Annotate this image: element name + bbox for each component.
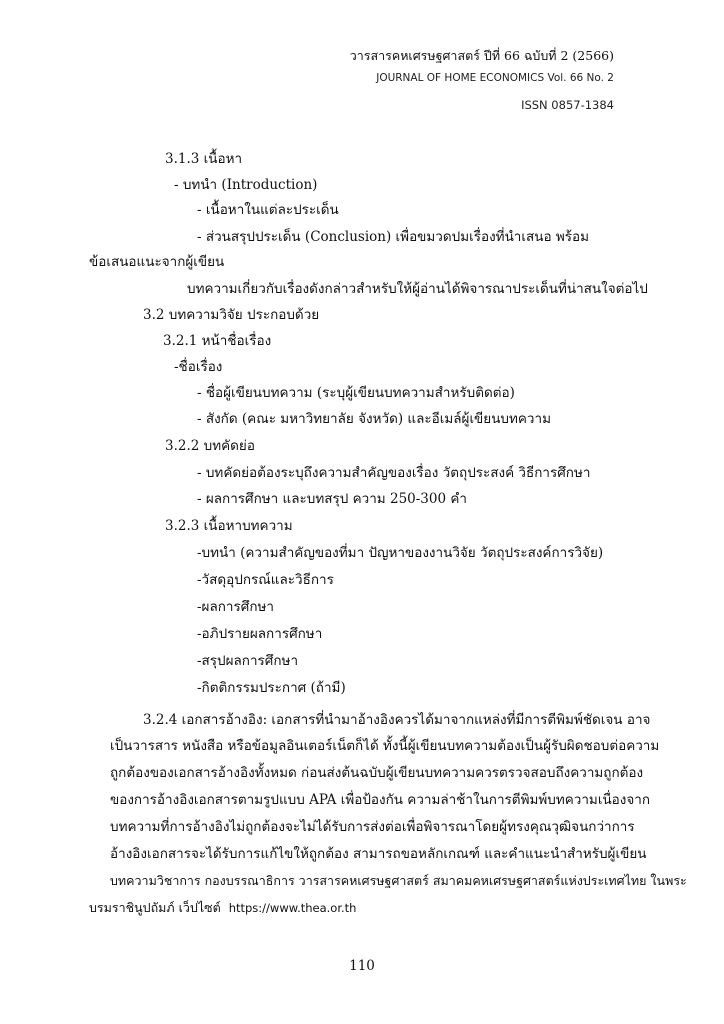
list-item-discussion: -อภิปรายผลการศึกษา [197, 626, 323, 642]
list-item-intro: -บทนำ (ความสำคัญของที่มา ปัญหาของงานวิจัย วัตถุประสงค์การวิจัย) [197, 545, 604, 561]
heading-3-2-3: 3.2.3 เนื้อหาบทความ [165, 518, 293, 534]
list-item-conclusion-cont: ข้อเสนอแนะจากผู้เขียน [89, 254, 225, 270]
list-item-results-length: - ผลการศึกษา และบทสรุป ความ 250-300 คำ [197, 491, 467, 507]
list-item-conclusion: - ส่วนสรุปประเด็น (Conclusion) เพื่อขมวดปมเรื่องที่นำเสนอ พร้อม [197, 229, 590, 245]
list-item-summary: -สรุปผลการศึกษา [197, 653, 299, 669]
paragraph-line: 3.2.4 เอกสารอ้างอิง: เอกสารที่นำมาอ้างอิงควรได้มาจากแหล่งที่มีการตีพิมพ์ชัดเจน อาจ [143, 712, 651, 728]
heading-3-1-3: 3.1.3 เนื้อหา [165, 151, 243, 167]
list-item-content: - เนื้อหาในแต่ละประเด็น [197, 202, 339, 218]
paragraph-line: เป็นวารสาร หนังสือ หรือข้อมูลอินเตอร์เน็ตก็ได้ ทั้งนี้ผู้เขียนบทความต้องเป็นผู้รับผิดชอบต่อความ [110, 738, 660, 754]
list-item-materials: -วัสดุอุปกรณ์และวิธีการ [197, 572, 334, 588]
paragraph-line: อ้างอิงเอกสารจะได้รับการแก้ไขให้ถูกต้อง สามารถขอหลักเกณฑ์ และคำแนะนำสำหรับผู้เขียน [110, 846, 647, 862]
issn-number: ISSN 0857-1384 [521, 98, 614, 112]
heading-3-2-1: 3.2.1 หน้าชื่อเรื่อง [163, 333, 272, 349]
list-item-affiliation: - สังกัด (คณะ มหาวิทยาลัย จังหวัด) และอีเมล์ผู้เขียนบทความ [197, 411, 551, 427]
list-item-introduction: - บทนำ (Introduction) [174, 177, 318, 193]
list-item-abstract: - บทคัดย่อต้องระบุถึงความสำคัญของเรื่อง วัตถุประสงค์ วิธีการศึกษา [197, 465, 591, 481]
list-item-title: -ชื่อเรื่อง [174, 359, 223, 375]
list-item-results: -ผลการศึกษา [197, 599, 274, 615]
paragraph-line: ของการอ้างอิงเอกสารตามรูปแบบ APA เพื่อป้องกัน ความล่าช้าในการตีพิมพ์บทความเนื่องจาก [110, 792, 651, 808]
list-item-author: - ชื่อผู้เขียนบทความ (ระบุผู้เขียนบทความสำหรับติดต่อ) [197, 385, 515, 401]
journal-title-english: JOURNAL OF HOME ECONOMICS Vol. 66 No. 2 [376, 72, 614, 84]
paragraph-line: ถูกต้องของเอกสารอ้างอิงทั้งหมด ก่อนส่งต้นฉบับผู้เขียนบทความควรตรวจสอบถึงความถูกต้อง [110, 765, 644, 781]
page-number: 110 [349, 958, 375, 974]
website-link[interactable]: https://www.thea.or.th [228, 901, 357, 915]
paragraph-line: บทความที่การอ้างอิงไม่ถูกต้องจะไม่ได้รับการส่งต่อเพื่อพิจารณาโดยผู้ทรงคุณวุฒิจนกว่าการ [110, 819, 635, 835]
journal-title-thai: วารสารคหเศรษฐศาสตร์ ปีที่ 66 ฉบับที่ 2 (2566) [349, 48, 614, 63]
heading-3-2: 3.2 บทความวิจัย ประกอบด้วย [143, 307, 320, 323]
list-item-acknowledgement: -กิตติกรรมประกาศ (ถ้ามี) [197, 680, 346, 696]
website-label: บรมราชินูปถัมภ์ เว็ปไซต์ [89, 900, 221, 915]
body-text-line: บทความเกี่ยวกับเรื่องดังกล่าวสำหรับให้ผู้อ่านได้พิจารณาประเด็นที่น่าสนใจต่อไป [187, 281, 648, 297]
paragraph-last-line [89, 899, 356, 917]
paragraph-line: บทความวิชาการ กองบรรณาธิการ วารสารคหเศรษฐศาสตร์ สมาคมคหเศรษฐศาสตร์แห่งประเทศไทย ในพระ [110, 873, 687, 888]
heading-3-2-2: 3.2.2 บทคัดย่อ [165, 438, 255, 454]
